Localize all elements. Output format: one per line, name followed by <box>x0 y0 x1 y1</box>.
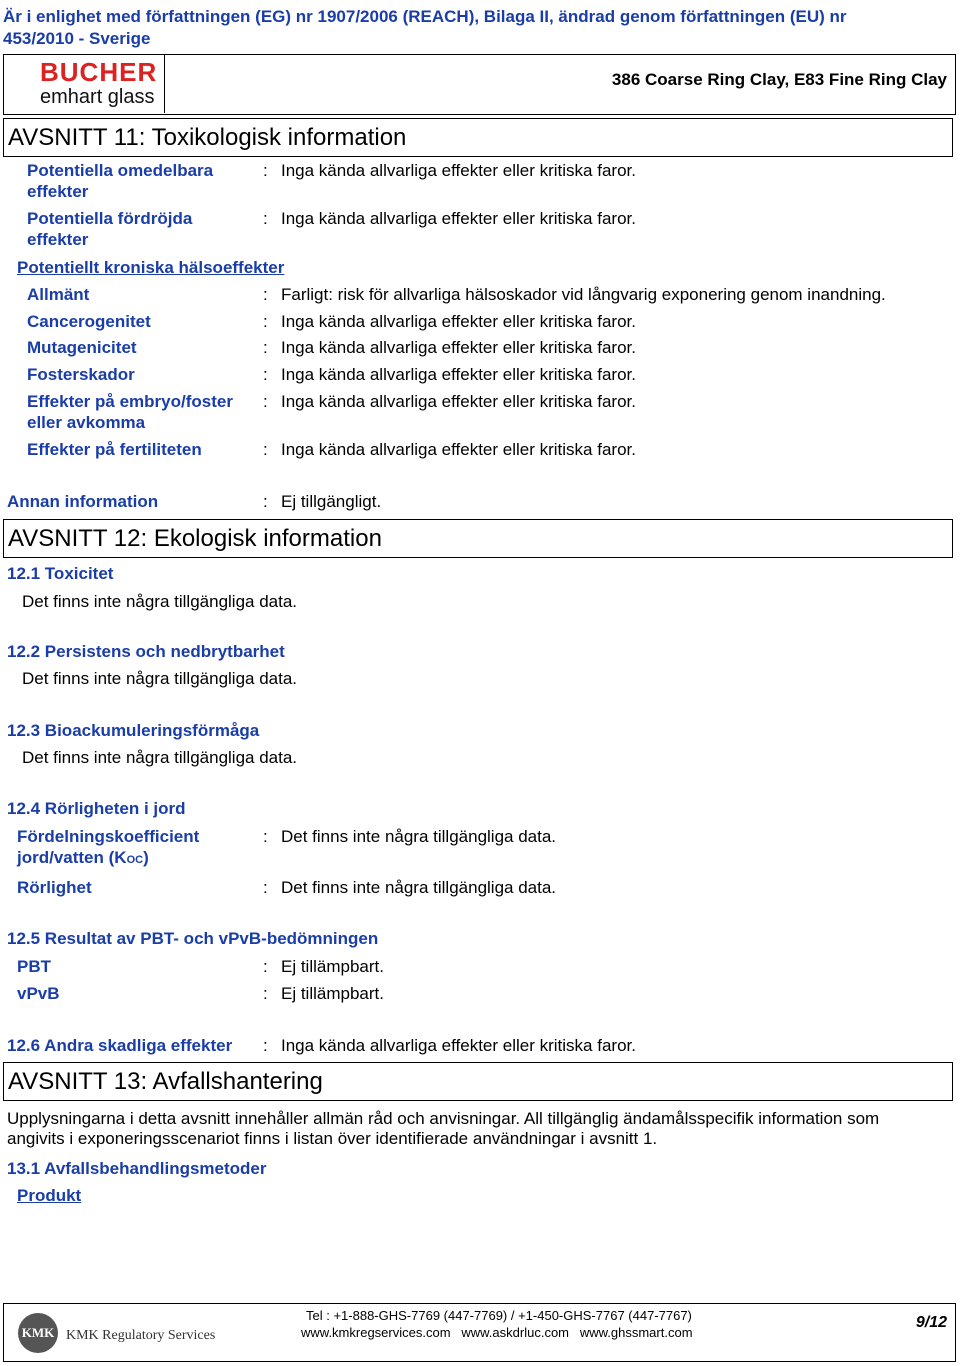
colon: : <box>263 285 268 304</box>
subsection-13-1: 13.1 Avfallsbehandlingsmetoder <box>7 1159 267 1178</box>
colon: : <box>263 365 268 384</box>
colon: : <box>263 312 268 331</box>
label-immediate-effects: Potentiella omedelbara effekter <box>27 161 214 201</box>
kmk-name: KMK Regulatory Services <box>66 1328 216 1343</box>
value-embryo: Inga kända allvarliga effekter eller kritiska faror. <box>281 392 636 411</box>
colon: : <box>263 209 268 228</box>
value-annan-information: Ej tillgängligt. <box>281 492 382 511</box>
subsection-12-6: 12.6 Andra skadliga effekter <box>7 1036 233 1055</box>
no-data-12-1: Det finns inte några tillgängliga data. <box>22 592 298 611</box>
subsection-12-2: 12.2 Persistens och nedbrytbarhet <box>7 642 285 661</box>
no-data-12-2: Det finns inte några tillgängliga data. <box>22 669 298 688</box>
label-pbt: PBT <box>17 957 51 976</box>
regulation-line-1: Är i enlighet med författningen (EG) nr 1907/2006 (REACH), Bilaga II, ändrad genom författningen (EU) nr <box>3 7 847 26</box>
header-box <box>3 54 956 115</box>
kmk-seal-icon: KMK <box>18 1313 58 1353</box>
chronic-effects-heading: Potentiellt kroniska hälsoeffekter <box>17 258 285 277</box>
label-vpvb: vPvB <box>17 984 60 1003</box>
footer-tel: Tel : +1-888-GHS-7769 (447-7769) / +1-450-GHS-7767 (447-7767) <box>306 1308 692 1323</box>
colon: : <box>263 1036 268 1055</box>
colon: : <box>263 827 268 846</box>
colon: : <box>263 957 268 976</box>
label-embryo: Effekter på embryo/foster eller avkomma <box>27 392 233 432</box>
value-rorlighet: Det finns inte några tillgängliga data. <box>281 878 557 897</box>
label-mutagenicitet: Mutagenicitet <box>27 338 137 357</box>
colon: : <box>263 492 268 511</box>
label-rorlighet: Rörlighet <box>17 878 92 897</box>
value-allmant: Farligt: risk för allvarliga hälsoskador vid långvarig exponering genom inandning. <box>281 285 886 304</box>
emhart-logo: emhart glass <box>40 86 155 108</box>
label-cancerogenitet: Cancerogenitet <box>27 312 151 331</box>
colon: : <box>263 984 268 1003</box>
colon: : <box>263 440 268 459</box>
subsection-12-5: 12.5 Resultat av PBT- och vPvB-bedömningen <box>7 929 379 948</box>
value-cancerogenitet: Inga kända allvarliga effekter eller kritiska faror. <box>281 312 636 331</box>
regulation-line-2: 453/2010 - Sverige <box>3 29 151 48</box>
subsection-12-3: 12.3 Bioackumuleringsförmåga <box>7 721 260 740</box>
bucher-logo: BUCHER <box>40 57 158 87</box>
colon: : <box>263 338 268 357</box>
page-number: 9/12 <box>915 1314 947 1331</box>
section-11-title: AVSNITT 11: Toxikologisk information <box>3 118 953 157</box>
label-koc: Fördelningskoefficient jord/vatten (KOC) <box>17 827 200 867</box>
section-12-title: AVSNITT 12: Ekologisk information <box>3 519 953 558</box>
section-13-intro-line-2: angivits i exponeringsscenariot finns i listan över identifierade användningar i avsnitt 1. <box>7 1129 658 1148</box>
label-allmant: Allmänt <box>27 285 90 304</box>
product-name: 386 Coarse Ring Clay, E83 Fine Ring Clay <box>611 70 947 89</box>
section-13-intro-line-1: Upplysningarna i detta avsnitt innehåller allmän råd och anvisningar. All tillgänglig ändamålsspecifik information som <box>7 1109 880 1128</box>
value-fertilitet: Inga kända allvarliga effekter eller kritiska faror. <box>281 440 636 459</box>
colon: : <box>263 392 268 411</box>
value-12-6: Inga kända allvarliga effekter eller kritiska faror. <box>281 1036 636 1055</box>
no-data-12-3: Det finns inte några tillgängliga data. <box>22 748 298 767</box>
produkt-heading: Produkt <box>17 1186 82 1205</box>
value-vpvb: Ej tillämpbart. <box>281 984 384 1003</box>
value-immediate-effects: Inga kända allvarliga effekter eller kritiska faror. <box>281 161 636 180</box>
value-mutagenicitet: Inga kända allvarliga effekter eller kritiska faror. <box>281 338 636 357</box>
colon: : <box>263 878 268 897</box>
section-13-title: AVSNITT 13: Avfallshantering <box>3 1062 953 1101</box>
label-fosterskador: Fosterskador <box>27 365 135 384</box>
subsection-12-1: 12.1 Toxicitet <box>7 564 114 583</box>
value-fosterskador: Inga kända allvarliga effekter eller kritiska faror. <box>281 365 636 384</box>
label-fertilitet: Effekter på fertiliteten <box>27 440 202 459</box>
value-delayed-effects: Inga kända allvarliga effekter eller kritiska faror. <box>281 209 636 228</box>
footer-box <box>3 1303 956 1362</box>
colon: : <box>263 161 268 180</box>
value-koc: Det finns inte några tillgängliga data. <box>281 827 557 846</box>
footer-web: www.kmkregservices.com www.askdrluc.com www.ghssmart.com <box>301 1325 693 1340</box>
label-delayed-effects: Potentiella fördröjda effekter <box>27 209 193 249</box>
value-pbt: Ej tillämpbart. <box>281 957 384 976</box>
subsection-12-4: 12.4 Rörligheten i jord <box>7 799 186 818</box>
label-annan-information: Annan information <box>7 492 159 511</box>
logo-area <box>4 55 165 113</box>
